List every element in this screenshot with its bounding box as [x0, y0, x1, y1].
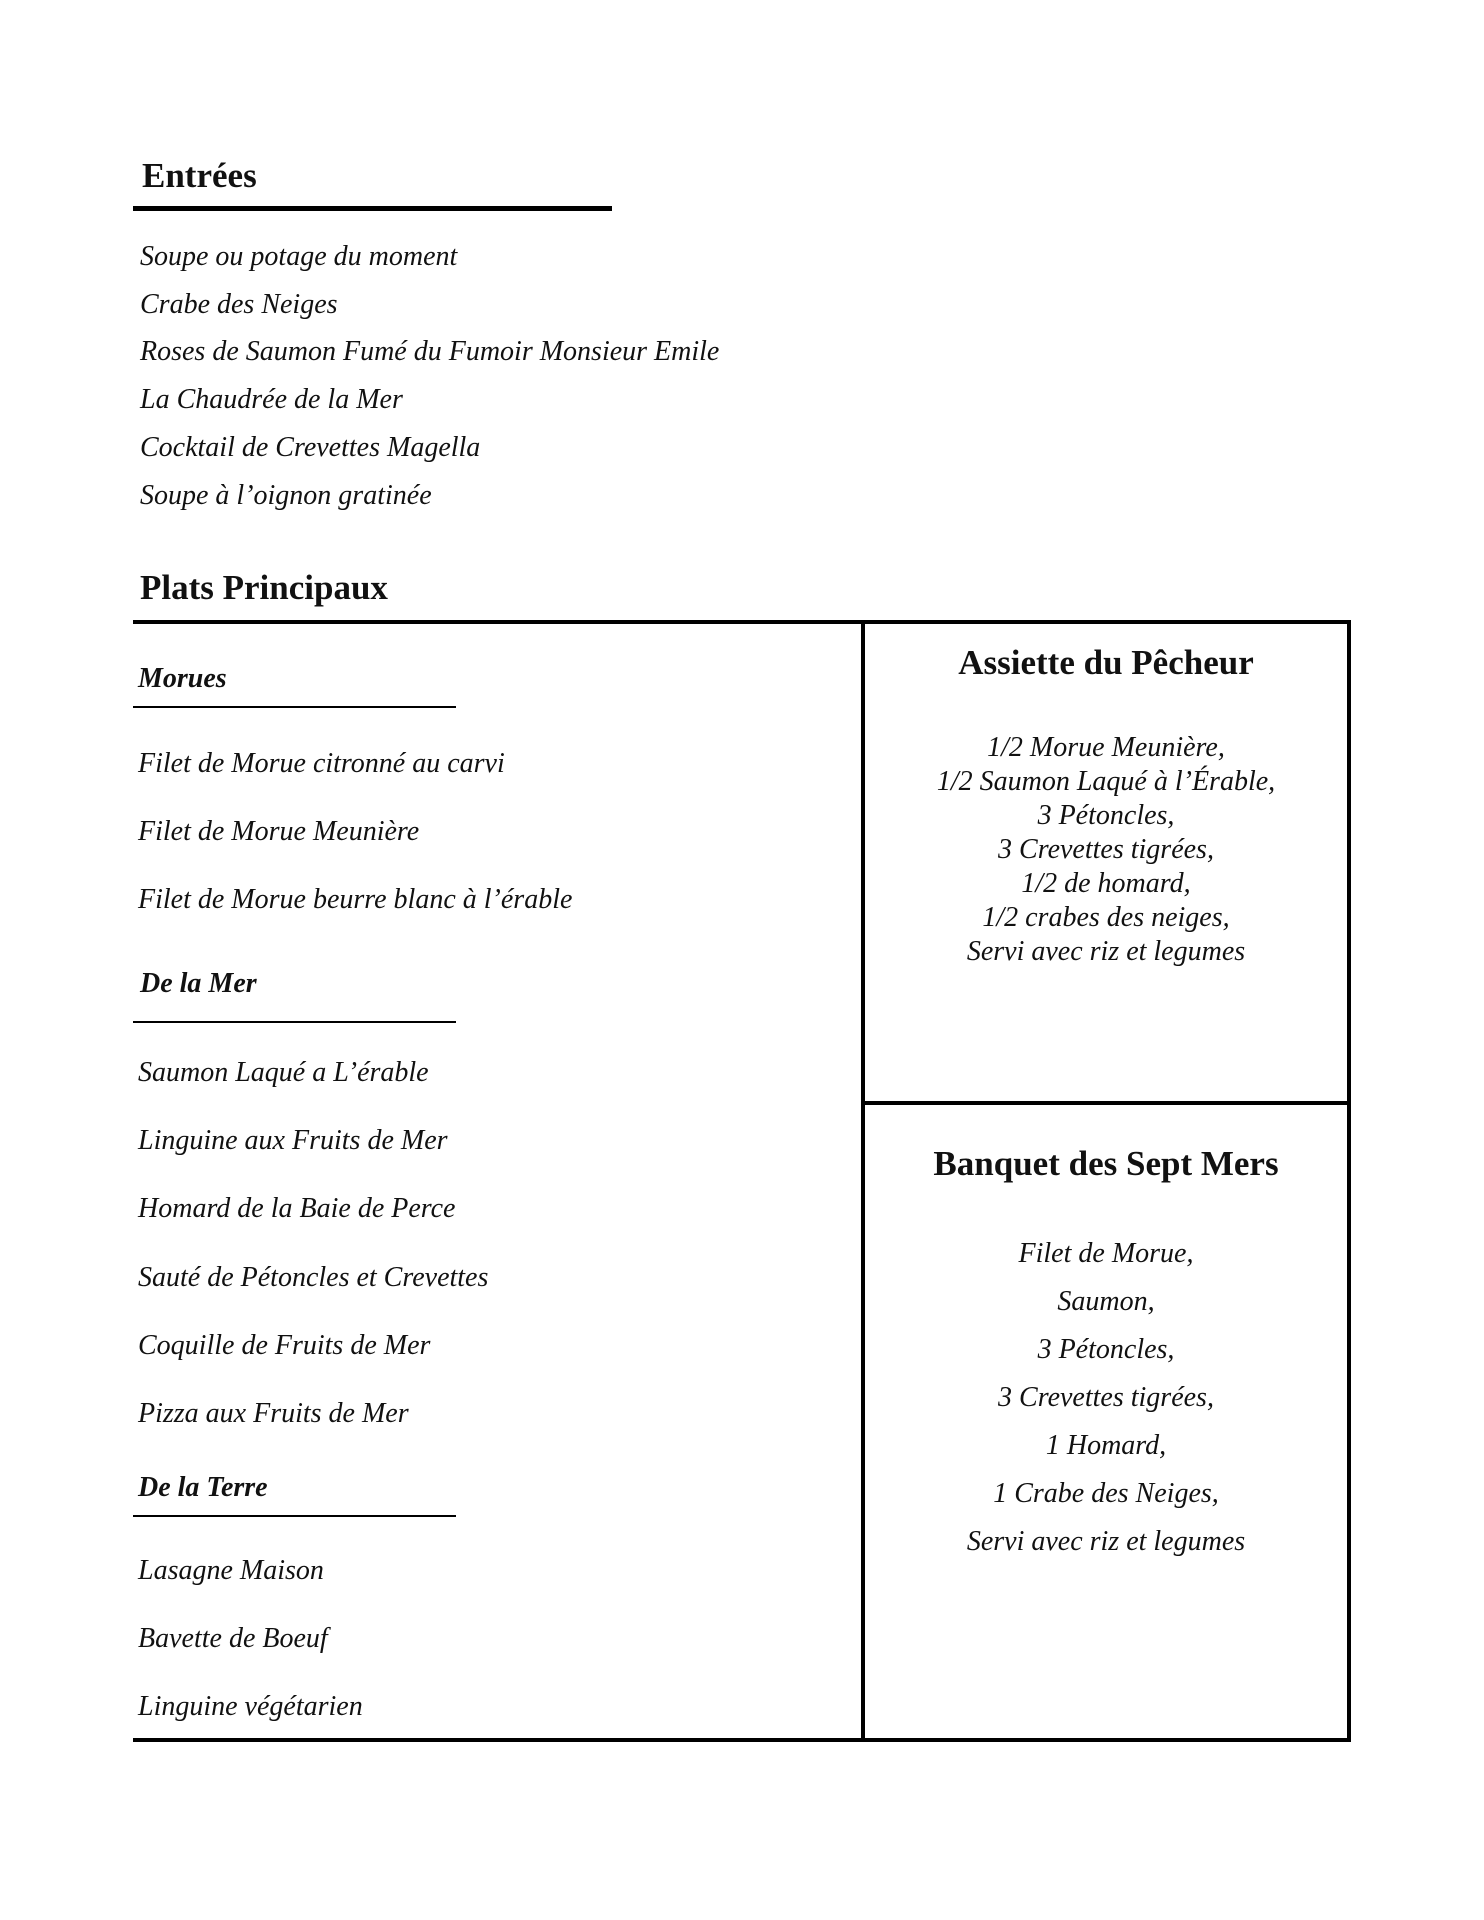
- list-item: Saumon Laqué a L’érable: [138, 1057, 429, 1088]
- list-item: La Chaudrée de la Mer: [140, 384, 403, 415]
- list-item: Sauté de Pétoncles et Crevettes: [138, 1262, 489, 1293]
- banquet-line: Servi avec riz et legumes: [966, 1526, 1246, 1557]
- list-item: Bavette de Boeuf: [138, 1623, 328, 1654]
- list-item: Pizza aux Fruits de Mer: [138, 1398, 409, 1429]
- banquet-line: Filet de Morue,: [1018, 1238, 1194, 1269]
- assiette-line: Servi avec riz et legumes: [966, 936, 1246, 967]
- entrees-divider: [133, 206, 612, 211]
- banquet-line: Saumon,: [1057, 1286, 1155, 1317]
- list-item: Filet de Morue beurre blanc à l’érable: [138, 884, 573, 915]
- category-de-la-mer-underline: [133, 1021, 456, 1023]
- list-item: Linguine aux Fruits de Mer: [138, 1125, 448, 1156]
- assiette-line: 3 Pétoncles,: [1037, 800, 1175, 831]
- plats-title: Plats Principaux: [140, 568, 388, 607]
- category-de-la-terre-title: De la Terre: [138, 1472, 268, 1503]
- list-item: Cocktail de Crevettes Magella: [140, 432, 481, 463]
- banquet-line: 1 Crabe des Neiges,: [993, 1478, 1219, 1509]
- plats-right-border: [1347, 620, 1351, 1742]
- list-item: Coquille de Fruits de Mer: [138, 1330, 431, 1361]
- assiette-line: 1/2 Morue Meunière,: [987, 732, 1225, 763]
- category-morues-underline: [133, 706, 456, 708]
- plats-top-border: [133, 620, 1351, 624]
- banquet-line: 3 Crevettes tigrées,: [998, 1382, 1214, 1413]
- list-item: Roses de Saumon Fumé du Fumoir Monsieur Emile: [140, 336, 720, 367]
- list-item: Soupe ou potage du moment: [140, 241, 458, 272]
- boxes-divider: [861, 1101, 1351, 1105]
- list-item: Filet de Morue Meunière: [138, 816, 420, 847]
- list-item: Lasagne Maison: [138, 1555, 324, 1586]
- plats-bottom-border: [133, 1738, 1351, 1742]
- list-item: Homard de la Baie de Perce: [138, 1193, 456, 1224]
- list-item: Crabe des Neiges: [140, 289, 338, 320]
- category-morues-title: Morues: [138, 663, 227, 694]
- banquet-line: 3 Pétoncles,: [1037, 1334, 1175, 1365]
- category-de-la-mer-title: De la Mer: [140, 968, 257, 999]
- list-item: Linguine végétarien: [138, 1691, 363, 1722]
- banquet-title: Banquet des Sept Mers: [933, 1144, 1279, 1183]
- list-item: Filet de Morue citronné au carvi: [138, 748, 505, 779]
- entrees-title: Entrées: [142, 156, 257, 195]
- assiette-title: Assiette du Pêcheur: [958, 643, 1254, 682]
- category-de-la-terre-underline: [133, 1515, 456, 1517]
- assiette-line: 3 Crevettes tigrées,: [998, 834, 1214, 865]
- assiette-line: 1/2 crabes des neiges,: [982, 902, 1230, 933]
- list-item: Soupe à l’oignon gratinée: [140, 480, 432, 511]
- assiette-line: 1/2 de homard,: [1021, 868, 1191, 899]
- banquet-line: 1 Homard,: [1045, 1430, 1167, 1461]
- assiette-line: 1/2 Saumon Laqué à l’Érable,: [936, 766, 1276, 797]
